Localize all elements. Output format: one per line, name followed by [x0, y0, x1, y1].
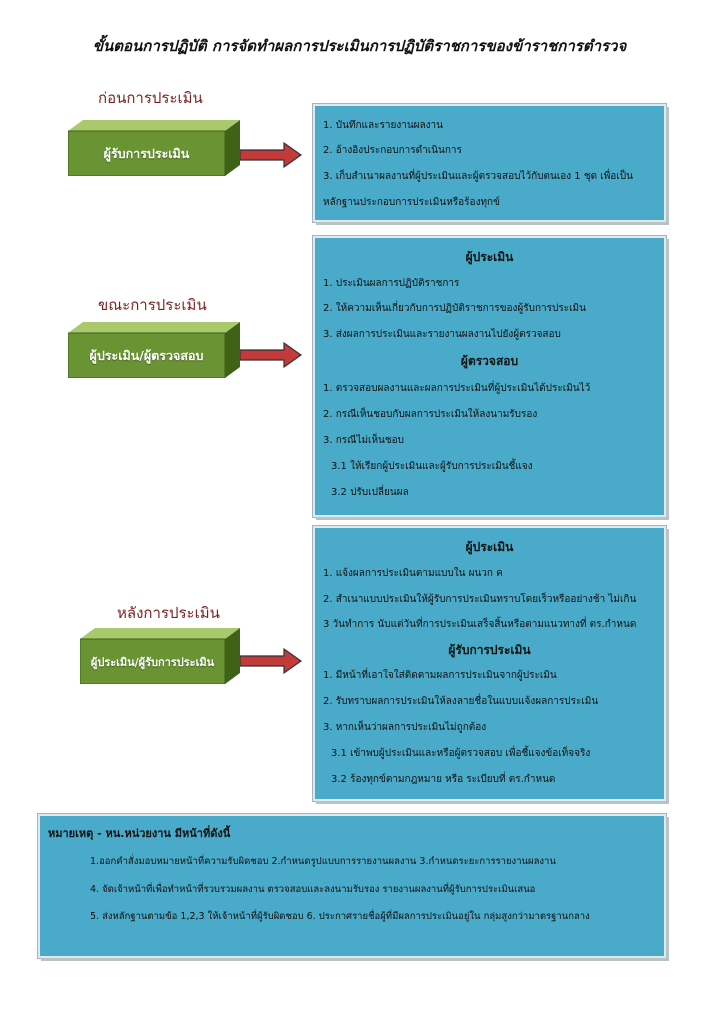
- panel-line: 2. ให้ความเห็นเกี่ยวกับการปฏิบัติราชการของผู้รับการประเมิน: [323, 303, 586, 314]
- note-panel: [38, 814, 666, 958]
- arrow-right-icon: [240, 648, 302, 674]
- box-evaluator-auditor: [68, 322, 240, 378]
- box-evaluator-auditor-label: ผู้ประเมิน/ผู้ตรวจสอบ: [89, 347, 204, 363]
- arrow-right-icon: [240, 142, 302, 168]
- note-heading: หมายเหตุ - หน.หน่วยงาน มีหน้าที่ดังนี้: [48, 827, 231, 840]
- panel-line: 2. สำเนาแบบประเมินให้ผู้รับการประเมินทราบโดยเร็วหรืออย่างช้า ไม่เกิน: [323, 594, 637, 605]
- panel-heading-evaluator: ผู้ประเมิน: [465, 250, 514, 264]
- panel-line: 1. ตรวจสอบผลงานและผลการประเมินที่ผู้ประเมินได้ประเมินไว้: [323, 383, 591, 394]
- page-title: ขั้นตอนการปฏิบัติ การจัดทำผลการประเมินการปฏิบัติราชการของข้าราชการตำรวจ: [92, 37, 627, 55]
- phase-label-before: ก่อนการประเมิน: [98, 89, 203, 107]
- note-line: 5. ส่งหลักฐานตามข้อ 1,2,3 ให้เจ้าหน้าที่ผู้รับผิดชอบ 6. ประกาศรายชื่อผู้ที่มีผลการประเมินอยู่ใน กลุ่มสูงกว่ามาตรฐานกลาง: [90, 911, 590, 922]
- panel-heading-evaluatee: ผู้รับการประเมิน: [448, 643, 531, 657]
- panel-line: 1. แจ้งผลการประเมินตามแบบใน ผนวก ค: [323, 568, 503, 579]
- panel-line: 3.1 ให้เรียกผู้ประเมินและผู้รับการประเมินชี้แจง: [331, 461, 533, 472]
- panel-line: 1. บันทึกและรายงานผลงาน: [323, 120, 443, 131]
- panel-line: 2. รับทราบผลการประเมินให้ลงลายชื่อในแบบแจ้งผลการประเมิน: [323, 696, 599, 707]
- box-evaluator-evaluatee: [80, 628, 240, 684]
- note-line: 4. จัดเจ้าหน้าที่เพื่อทำหน้าที่รวบรวมผลงาน ตรวจสอบและลงนามรับรอง รายงานผลงานที่ผู้รับการประเมินเสนอ: [90, 884, 536, 895]
- panel-during: [313, 236, 666, 517]
- panel-line: 3.2 ปรับเปลี่ยนผล: [331, 487, 409, 498]
- panel-heading-evaluator: ผู้ประเมิน: [465, 540, 514, 554]
- arrow-right-icon: [240, 342, 302, 368]
- panel-line: 1. มีหน้าที่เอาใจใส่ติดตามผลการประเมินจากผู้ประเมิน: [323, 670, 557, 681]
- panel-line: 3. เก็บสำเนาผลงานที่ผู้ประเมินและผู้ตรวจสอบไว้กับตนเอง 1 ชุด เพื่อเป็น: [323, 171, 633, 182]
- panel-line: 3 วันทำการ นับแต่วันที่การประเมินเสร็จสิ้นหรือตามแนวทางที่ ตร.กำหนด: [323, 619, 637, 630]
- box-evaluatee-label: ผู้รับการประเมิน: [103, 145, 190, 161]
- panel-after: [313, 526, 666, 801]
- panel-line: 2. อ้างอิงประกอบการดำเนินการ: [323, 145, 462, 156]
- panel-line: หลักฐานประกอบการประเมินหรือร้องทุกข์: [323, 197, 500, 208]
- panel-line: 3.2 ร้องทุกข์ตามกฎหมาย หรือ ระเบียบที่ ตร.กำหนด: [331, 774, 556, 785]
- panel-before: [313, 104, 666, 222]
- phase-label-during: ขณะการประเมิน: [98, 296, 207, 314]
- panel-line: 2. กรณีเห็นชอบกับผลการประเมินให้ลงนามรับรอง: [323, 409, 538, 420]
- panel-line: 3. กรณีไม่เห็นชอบ: [323, 435, 405, 446]
- panel-line: 3. ส่งผลการประเมินและรายงานผลงานไปยังผู้ตรวจสอบ: [323, 329, 561, 340]
- panel-line: 3.1 เข้าพบผู้ประเมินและหรือผู้ตรวจสอบ เพื่อชี้แจงข้อเท็จจริง: [331, 748, 591, 759]
- panel-line: 1. ประเมินผลการปฏิบัติราชการ: [323, 278, 460, 289]
- panel-heading-auditor: ผู้ตรวจสอบ: [460, 354, 519, 368]
- phase-label-after: หลังการประเมิน: [117, 604, 220, 622]
- box-evaluatee: [68, 120, 240, 176]
- box-evaluator-evaluatee-label: ผู้ประเมิน/ผู้รับการประเมิน: [90, 655, 215, 669]
- panel-line: 3. หากเห็นว่าผลการประเมินไม่ถูกต้อง: [323, 722, 487, 733]
- note-line: 1.ออกคำสั่งมอบหมายหน้าที่ความรับผิดชอบ 2.กำหนดรูปแบบการรายงานผลงาน 3.กำหนดระยะการรายงานผลงาน: [90, 856, 556, 867]
